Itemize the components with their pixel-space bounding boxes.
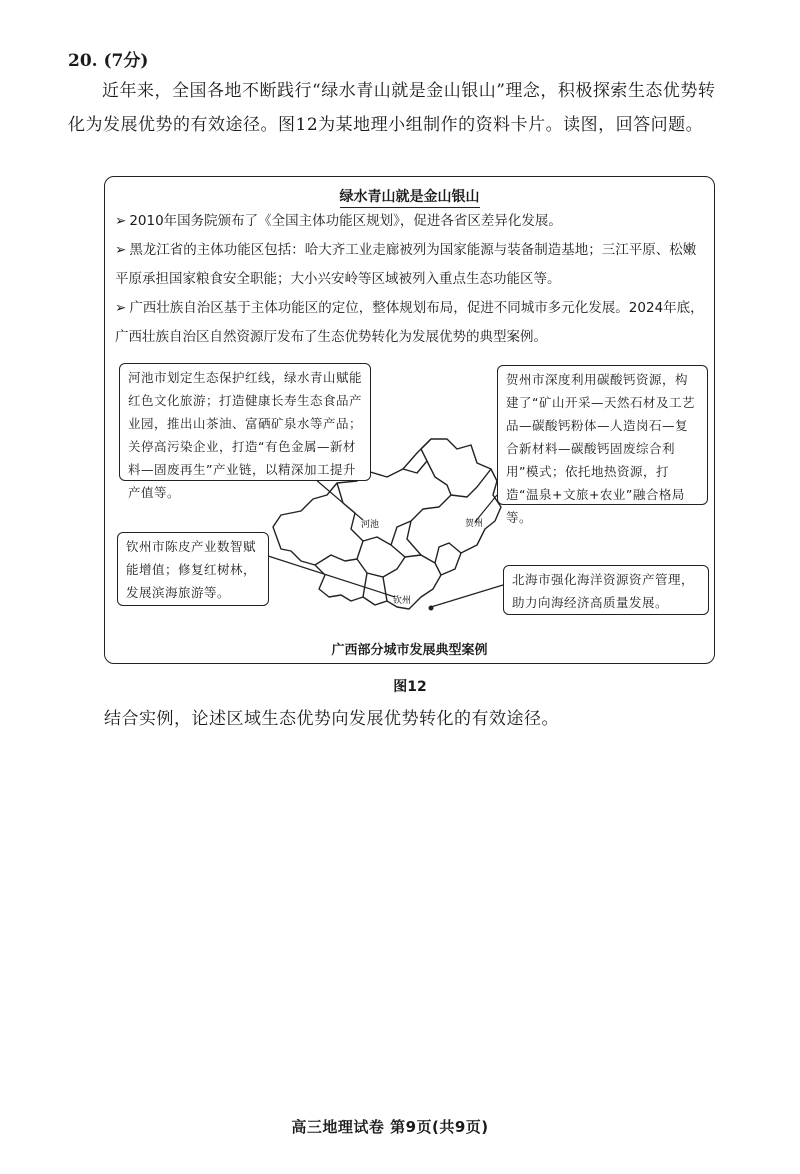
bullet-1: ➢ 2010年国务院颁布了《全国主体功能区规划》，促进各省区差异化发展。 — [115, 213, 562, 229]
map-label-qinzhou: 钦州 — [393, 596, 412, 606]
arrow-icon: ➢ — [115, 213, 127, 229]
intro-text: 近年来，全国各地不断践行“绿水青山就是金山银山”理念，积极探索生态优势转化为发展优势的有效途径。图12为某地理小组制作的资料卡片。读图，回答问题。 — [68, 81, 716, 135]
figure-label: 图12 — [393, 679, 427, 695]
arrow-icon: ➢ — [115, 300, 127, 316]
note-qinzhou: 钦州市陈皮产业数智赋能增值；修复红树林，发展滨海旅游等。 — [117, 532, 269, 606]
bullet-3: ➢ 广西壮族自治区基于主体功能区的定位，整体规划布局，促进不同城市多元化发展。2024年底，广西壮族自治区自然资源厅发布了生态优势转化为发展优势的典型案例。 — [115, 300, 704, 345]
map-label-hechi: 河池 — [361, 520, 380, 530]
question-intro — [68, 74, 728, 142]
beihai-marker — [429, 606, 434, 611]
card-title: 绿水青山就是金山银山 — [105, 186, 714, 206]
bullet-2: ➢ 黑龙江省的主体功能区包括：哈大齐工业走廊被列为国家能源与装备制造基地；三江平原、松嫩平原承担国家粮食安全职能；大小兴安岭等区域被列入重点生态功能区等。 — [115, 242, 697, 287]
hechi-leader-line — [315, 479, 363, 520]
map-label-hezhou: 贺州 — [465, 519, 484, 529]
note-hezhou: 贺州市深度利用碳酸钙资源，构建了“矿山开采—天然石材及工艺品—碳酸钙粉体—人造岗石—复合新材料—碳酸钙固废综合利用”模式；依托地热资源，打造“温泉+文旅+农业”融合格局等。 — [497, 365, 708, 505]
map-caption: 广西部分城市发展典型案例 — [331, 643, 488, 658]
note-hechi: 河池市划定生态保护红线，绿水青山赋能红色文化旅游；打造健康长寿生态食品产业园，推出山茶油、富硒矿泉水等产品；关停高污染企业，打造“有色金属—新材料—固废再生”产业链，以精深加工提升产值等。 — [119, 363, 371, 481]
note-beihai: 北海市强化海洋资源资产管理，助力向海经济高质量发展。 — [503, 565, 709, 615]
qinzhou-leader-line — [265, 555, 395, 597]
page-footer: 高三地理试卷 第9页(共9页) — [291, 1118, 489, 1136]
info-card — [104, 176, 715, 664]
beihai-leader-line — [431, 585, 503, 607]
arrow-icon: ➢ — [115, 242, 127, 258]
hezhou-leader-line — [475, 495, 497, 522]
question-prompt: 结合实例，论述区域生态优势向发展优势转化的有效途径。 — [104, 709, 559, 729]
question-number: 20. (7分) — [68, 51, 149, 71]
